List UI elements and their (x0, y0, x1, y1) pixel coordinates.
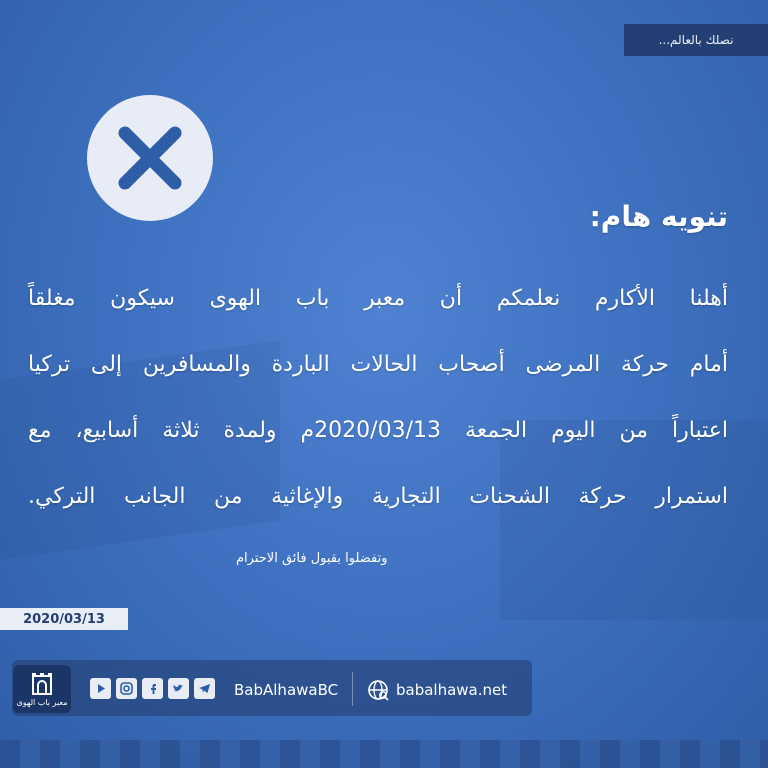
bottom-pattern (0, 740, 768, 768)
website-link[interactable]: babalhawa.net (396, 681, 508, 699)
notice-line: استمرار حركة الشحنات التجارية والإغاثية من الجانب التركي. (28, 484, 728, 509)
notice-body (28, 266, 728, 530)
logo-text: معبر باب الهوى (16, 697, 68, 707)
gate-logo-icon (31, 672, 53, 696)
youtube-icon[interactable] (90, 678, 111, 699)
notice-line: اعتباراً من اليوم الجمعة 2020/03/13م ولمدة ثلاثة أسابيع، مع (28, 418, 728, 443)
closing-text: وتفضلوا بقبول فائق الاحترام (236, 551, 388, 566)
instagram-icon[interactable] (116, 678, 137, 699)
social-icons (90, 678, 215, 699)
telegram-icon[interactable] (194, 678, 215, 699)
twitter-icon[interactable] (168, 678, 189, 699)
facebook-icon[interactable] (142, 678, 163, 699)
globe-icon (367, 679, 389, 701)
date-badge: 2020/03/13 (0, 608, 128, 630)
notice-line: أمام حركة المرضى أصحاب الحالات الباردة والمسافرين إلى تركيا (28, 352, 728, 377)
close-icon (87, 95, 213, 221)
corner-tagline: نصلك بالعالم... (624, 24, 768, 56)
notice-title: تنويه هام: (589, 200, 728, 233)
footer-divider (352, 672, 353, 706)
logo (13, 665, 71, 713)
social-handle[interactable]: BabAlhawaBC (234, 681, 339, 699)
notice-line: أهلنا الأكارم نعلمكم أن معبر باب الهوى سيكون مغلقاً (28, 286, 728, 311)
